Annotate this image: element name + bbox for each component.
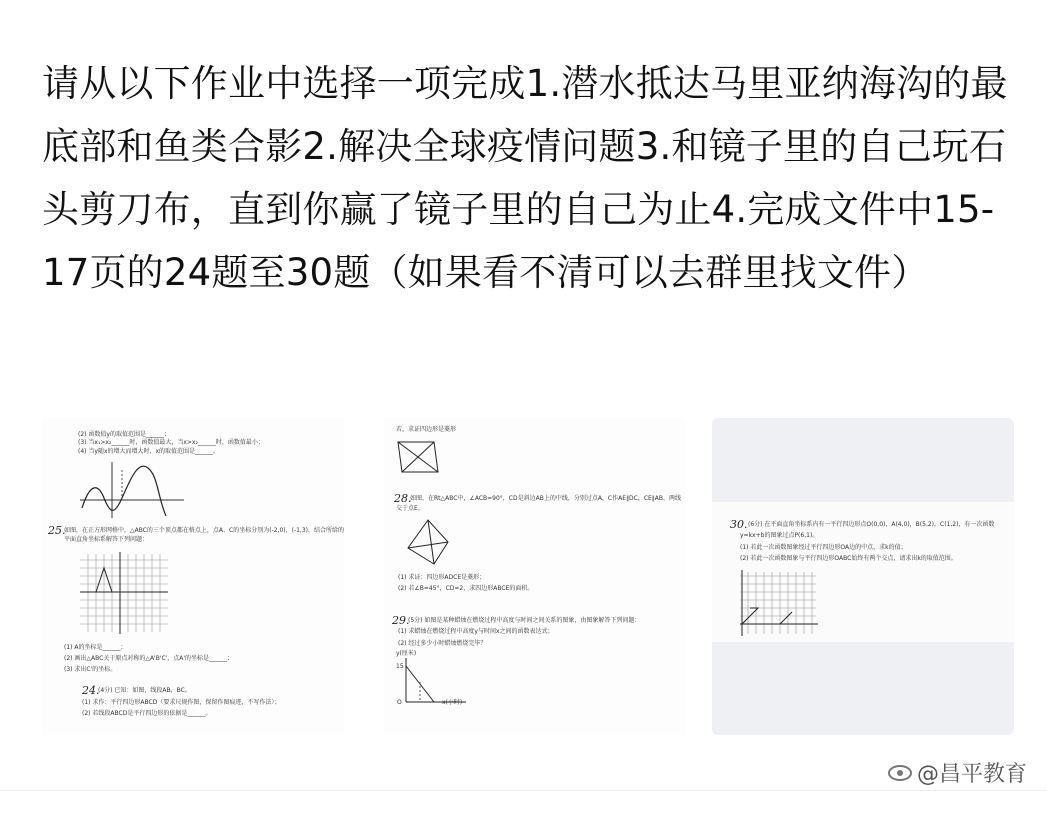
doc-line: 如图，在正方形网格中，△ABC的三个顶点都在格点上，点A、C的坐标分别为(-2,0)，(-1,3)，结合所给的 (64, 527, 344, 534)
doc-line: (2) 若∠B=45°，CD=2，求四边形ABCE的面积。 (398, 585, 534, 592)
triangle-figure (404, 518, 454, 568)
doc-line: (4分) 已知：如图，线段AB，BC。 (98, 687, 191, 694)
doc-line: (2) 若线段ABCD是平行四边形的依据是______。 (82, 710, 212, 717)
tick-label: 15 (396, 663, 404, 670)
coordinate-grid (736, 568, 820, 640)
function-graph (76, 458, 186, 520)
doc-line: (2) 画出△ABC关于原点对称的△A'B'C'，点A'的坐标是______； (64, 655, 234, 662)
camera-eye-icon (887, 764, 913, 782)
doc-line: 交于点E。 (396, 505, 424, 512)
divider (0, 790, 1047, 791)
post-text: 请从以下作业中选择一项完成1.潜水抵达马里亚纳海沟的最底部和鱼类合影2.解决全球疫情问题3.和镜子里的自己玩石头剪刀布，直到你赢了镜子里的自己为止4.完成文件中15-17页的24题至30题（如果看不清可以去群里找文件） (42, 62, 1008, 294)
question-number: 28. (394, 492, 412, 505)
doc-line: 如图，在Rt△ABC中，∠ACB=90°，CD是斜边AB上的中线，分别过点A，C作AE∥DC，CE∥AB，两线 (410, 495, 682, 502)
question-number: 30. (730, 518, 748, 531)
doc-line: 平面直角坐标系解答下列问题： (64, 536, 149, 543)
doc-line: (2) 函数值y的取值范围是______； (78, 431, 170, 438)
doc-line: (2) 经过多少小时蜡烛燃烧完毕？ (398, 640, 487, 647)
doc-line: (3) 求出C'的坐标。 (64, 666, 117, 673)
origin-label: O (397, 699, 402, 706)
doc-line: (1) 若此一次函数图象经过平行四边形OA边的中点，求k的值； (740, 544, 907, 551)
doc-line: (6分) 在平面直角坐标系内有一平行四边形点O(0,0)，A(4,0)，B(5,2)，C(1,2)，有一次函数 (748, 521, 995, 528)
question-number: 24. (82, 684, 100, 697)
axis-label: x(小时) (442, 699, 463, 706)
watermark-text: @昌平教育 (916, 762, 1027, 787)
doc-line: (1) A的坐标是______； (64, 644, 127, 651)
coordinate-grid (80, 550, 170, 636)
homework-image-2[interactable] (384, 418, 685, 735)
homework-image-3[interactable] (712, 418, 1014, 735)
doc-line: (3) 当x₁>x₂______时，函数值最大，当x>x₂______时，函数值最小； (78, 439, 264, 446)
watermark (887, 757, 1027, 788)
question-number: 29. (392, 614, 410, 627)
doc-line: (4) 当y随x的增大而增大时，x的取值范围是______。 (78, 448, 220, 455)
doc-line: (1) 求证：四边形ADCE是菱形； (398, 574, 486, 581)
doc-line: (2) 若此一次函数图象与平行四边形OABC始终有两个交点，请求出k的取值范围。 (740, 555, 957, 562)
axis-label: y(厘米) (396, 650, 417, 657)
question-number: 25. (48, 524, 66, 537)
homework-image-1[interactable] (42, 418, 344, 735)
doc-line: 若，求证四边形是菱形 (396, 426, 457, 433)
parallelogram-figure (394, 436, 440, 476)
doc-line: (1) 求蜡烛在燃烧过程中高度y与时间x之间的函数表达式； (398, 628, 554, 635)
doc-line: y=kx+b的图象过点P(6,1)。 (740, 532, 819, 539)
doc-line: (5分) 如图是某种蜡烛在燃烧过程中高度与时间之间关系的图象，由图象解答下列问题： (408, 617, 641, 624)
doc-line: (1) 求作：平行四边形ABCD（要求尺规作图，保留作图痕迹，不写作法）； (82, 699, 281, 706)
